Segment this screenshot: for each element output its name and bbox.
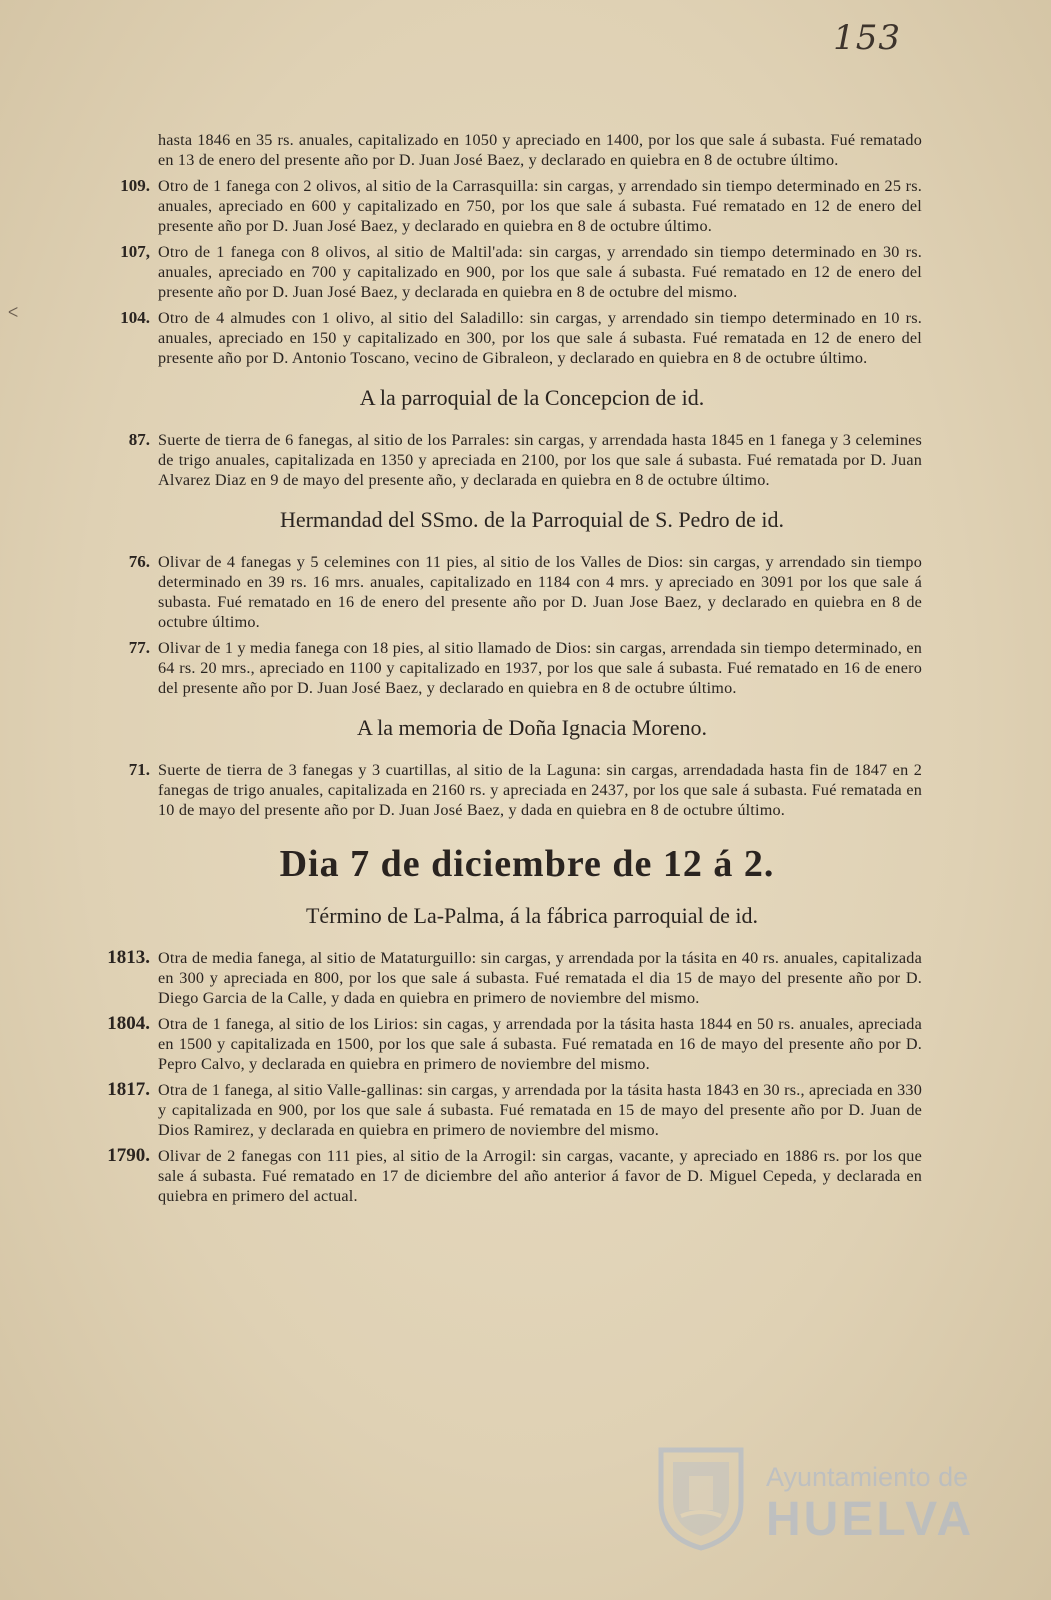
watermark-line1: Ayuntamiento de	[766, 1462, 969, 1492]
section-heading: A la memoria de Doña Ignacia Moreno.	[356, 715, 708, 740]
lot-number: 1813.	[107, 947, 150, 968]
lot-entry	[92, 1146, 922, 1206]
section-heading: Hermandad del SSmo. de la Parroquial de S. Pedro de id.	[279, 507, 785, 532]
lot-entry	[92, 430, 922, 490]
day-heading: Dia 7 de diciembre de 12 á 2.	[279, 843, 775, 885]
lot-number: 1804.	[107, 1013, 150, 1034]
lot-entry	[92, 552, 922, 632]
lot-description: Olivar de 1 y media fanega con 18 pies, al sitio llamado de Dios: sin cargas, arrendada sin tiempo determinado, en 64 rs. 20 mrs., apreciado en 1100 y capitalizado en 1937, por los que sale á subasta. Fué rematado en 16 de enero del presente año por D. Juan José Baez, y declarado en quiebra en 8 de octubre último.	[158, 639, 922, 697]
margin-mark: ᐸ	[8, 306, 19, 321]
section-heading: Término de La-Palma, á la fábrica parroquial de id.	[305, 903, 759, 928]
lot-description: Otra de 1 fanega, al sitio Valle-gallinas: sin cargas, y arrendada por la tásita hasta 1843 en 30 rs., apreciada en 330 y capitalizada en 900, por los que sale á subasta. Fué rematada en 15 de mayo del presente año por D. Juan de Dios Ramirez, y declarada en quiebra en primero de noviembre del mismo.	[158, 1081, 922, 1139]
lot-number: 76.	[128, 552, 150, 571]
lot-entry	[92, 948, 922, 1008]
lot-description: Suerte de tierra de 6 fanegas, al sitio de los Parrales: sin cargas, y arrendada hasta 1845 en 1 fanega y 3 celemines de trigo anuales, capitalizada en 1350 y apreciada en 2100, por los que sale á subasta. Fué rematada por D. Juan Alvarez Diaz en 9 de mayo del presente año, y declarada en quiebra en 8 de octubre último.	[158, 431, 922, 489]
lot-number: 87.	[128, 430, 150, 449]
lot-number: 109.	[120, 176, 150, 195]
lot-description: Otro de 1 fanega con 8 olivos, al sitio de Maltil'ada: sin cargas, y arrendado sin tiempo determinado en 30 rs. anuales, apreciado en 700 y capitalizado en 900, por los que sale á subasta. Fué rematado en 12 de enero del presente año por D. Juan José Baez, y declarada en quiebra en 8 de octubre del mismo.	[158, 243, 922, 301]
lot-number: 71.	[128, 760, 150, 779]
section-heading: A la parroquial de la Concepcion de id.	[359, 385, 705, 410]
folio-number: 153	[833, 18, 901, 58]
lot-entry	[92, 308, 922, 368]
lot-description: Olivar de 4 fanegas y 5 celemines con 11 pies, al sitio de los Valles de Dios: sin cargas, y arrendado sin tiempo determinado en 39 rs. 16 mrs. anuales, capitalizado en 1184 con 4 mrs. y apreciado en 3091 por los que sale á subasta. Fué rematado en 16 de enero del presente año por D. Juan Jose Baez, y declarado en quiebra en 8 de octubre último.	[158, 553, 922, 631]
lot-entry	[92, 760, 922, 820]
lot-description: Otra de media fanega, al sitio de Mataturguillo: sin cargas, y arrendada por la tásita en 40 rs. anuales, capitalizada en 300 y apreciada en 800, por los que sale á subasta. Fué rematada el dia 15 de mayo del presente año por D. Diego Garcia de la Calle, y dada en quiebra en primero de noviembre del mismo.	[158, 949, 922, 1007]
lot-number: 107,	[120, 242, 150, 261]
lot-number: 104.	[120, 308, 150, 327]
lot-number: 77.	[128, 638, 150, 657]
document-body	[92, 130, 922, 1212]
lot-description: Olivar de 2 fanegas con 111 pies, al sitio de la Arrogil: sin cargas, vacante, y apreciado en 1886 rs. por los que sale á subasta. Fué rematado en 17 de diciembre del año anterior á favor de D. Miguel Cepeda, y declarada en quiebra en primero del actual.	[158, 1147, 922, 1205]
lot-number: 1817.	[107, 1079, 150, 1100]
entry-continuation: hasta 1846 en 35 rs. anuales, capitalizado en 1050 y apreciado en 1400, por los que sale á subasta. Fué rematado en 13 de enero del presente año por D. Juan José Baez, y declarado en quiebra en 8 de octubre último.	[158, 131, 922, 169]
lot-entry	[92, 1014, 922, 1074]
lot-entry	[92, 1080, 922, 1140]
lot-number: 1790.	[107, 1145, 150, 1166]
lot-description: Suerte de tierra de 3 fanegas y 3 cuartillas, al sitio de la Laguna: sin cargas, arrendadada hasta fin de 1847 en 2 fanegas de trigo anuales, capitalizada en 2160 rs. y apreciada en 2437, por los que sale á subasta. Fué rematada en 10 de mayo del presente año por D. Juan José Baez, y dada en quiebra en 8 de octubre último.	[158, 761, 922, 819]
archive-watermark	[651, 1442, 981, 1552]
lot-entry	[92, 242, 922, 302]
lot-entry	[92, 176, 922, 236]
lot-description: Otro de 4 almudes con 1 olivo, al sitio del Saladillo: sin cargas, y arrendado sin tiempo determinado en 10 rs. anuales, apreciado en 150 y capitalizado en 300, por los que sale á subasta. Fué rematada en 12 de enero del presente año por D. Antonio Toscano, vecino de Gibraleon, y declarado en quiebra en 8 de octubre último.	[158, 309, 922, 367]
lot-entry	[92, 638, 922, 698]
lot-description: Otra de 1 fanega, al sitio de los Lirios: sin cagas, y arrendada por la tásita hasta 1844 en 50 rs. anuales, apreciada en 1500 y capitalizada en 1500, por los que sale á subasta. Fué rematada en 16 de mayo del presente año por D. Pepro Calvo, y declarada en quiebra en primero de noviembre del mismo.	[158, 1015, 922, 1073]
watermark-line2: HUELVA	[766, 1493, 975, 1546]
shield-icon	[651, 1442, 751, 1552]
lot-description: Otro de 1 fanega con 2 olivos, al sitio de la Carrasquilla: sin cargas, y arrendado sin tiempo determinado en 25 rs. anuales, apreciado en 600 y capitalizado en 750, por los que sale á subasta. Fué rematado en 12 de enero del presente año por D. Juan José Baez, y declarado en quiebra en 8 de octubre último.	[158, 177, 922, 235]
